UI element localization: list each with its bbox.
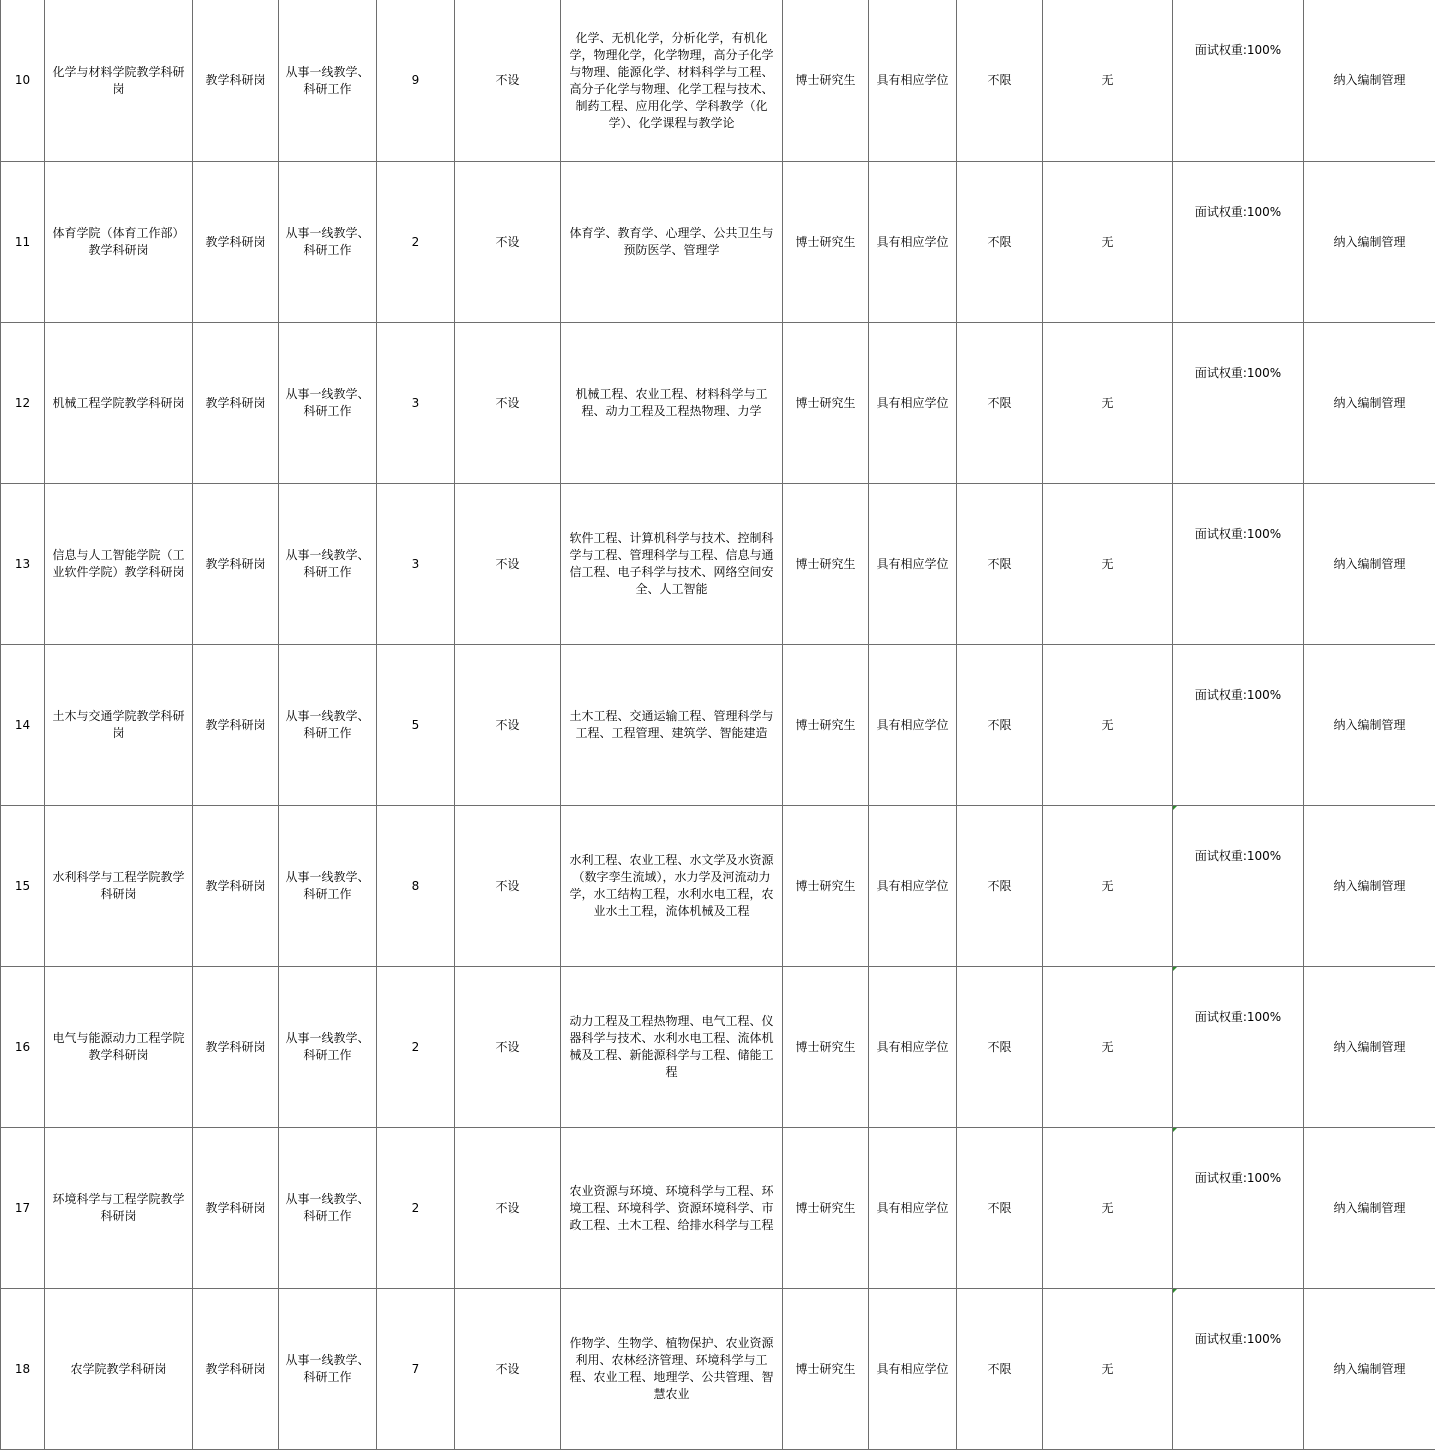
major-requirement: 水利工程、农业工程、水文学及水资源（数字孪生流域），水力学及河流动力学，水工结构工程，水利水电工程，农业水土工程，流体机械及工程: [569, 853, 773, 918]
hiring-count-cell: [377, 1128, 455, 1289]
position-name: 机械工程学院教学科研岗: [52, 396, 184, 410]
position-name-cell: [45, 323, 193, 484]
education-requirement-cell: [783, 323, 869, 484]
extra-field: 不设: [495, 879, 519, 893]
extra-field: 不设: [495, 73, 519, 87]
position-type-cell: [193, 0, 279, 162]
age-requirement: 不限: [987, 73, 1011, 87]
major-requirement: 土木工程、交通运输工程、管理科学与工程、工程管理、建筑学、智能建造: [569, 709, 773, 740]
job-duty-cell: [279, 0, 377, 162]
position-type-cell: [193, 1289, 279, 1450]
interview-weight-cell: [1173, 162, 1304, 323]
hiring-count-cell: [377, 323, 455, 484]
age-requirement-cell: [957, 645, 1043, 806]
position-type-cell: [193, 323, 279, 484]
extra-field-cell: [455, 162, 561, 323]
management-type: 纳入编制管理: [1333, 718, 1405, 732]
job-duty: 从事一线教学、科研工作: [285, 387, 369, 418]
position-type: 教学科研岗: [205, 1201, 265, 1215]
hiring-count-cell: [377, 0, 455, 162]
position-name: 环境科学与工程学院教学科研岗: [52, 1192, 184, 1223]
management-type: 纳入编制管理: [1333, 1201, 1405, 1215]
hiring-count: 2: [412, 1201, 420, 1215]
major-requirement-cell: [561, 1289, 783, 1450]
interview-weight-cell: [1173, 323, 1304, 484]
other-requirement-cell: [1043, 162, 1173, 323]
table-row: [1, 162, 1435, 323]
other-requirement: 无: [1101, 1040, 1113, 1054]
other-requirement-cell: [1043, 806, 1173, 967]
education-requirement: 博士研究生: [795, 879, 855, 893]
interview-weight: 面试权重:100%: [1195, 849, 1281, 863]
position-name: 体育学院（体育工作部）教学科研岗: [52, 226, 184, 257]
major-requirement: 体育学、教育学、心理学、公共卫生与预防医学、管理学: [569, 226, 773, 257]
cell-comment-marker-icon: [1173, 1289, 1177, 1293]
major-requirement: 作物学、生物学、植物保护、农业资源利用、农林经济管理、环境科学与工程、农业工程、地理学、公共管理、智慧农业: [569, 1336, 773, 1401]
management-type-cell: [1304, 1289, 1435, 1450]
extra-field: 不设: [495, 235, 519, 249]
row-number: 15: [15, 879, 30, 893]
age-requirement-cell: [957, 162, 1043, 323]
row-number-cell: [1, 323, 45, 484]
degree-requirement-cell: [869, 967, 957, 1128]
hiring-count: 7: [412, 1362, 420, 1376]
job-duty-cell: [279, 806, 377, 967]
extra-field: 不设: [495, 1040, 519, 1054]
position-name-cell: [45, 484, 193, 645]
degree-requirement: 具有相应学位: [876, 1040, 948, 1054]
hiring-count: 8: [412, 879, 420, 893]
degree-requirement-cell: [869, 484, 957, 645]
interview-weight-cell: [1173, 1289, 1304, 1450]
age-requirement-cell: [957, 1289, 1043, 1450]
row-number: 12: [15, 396, 30, 410]
position-type: 教学科研岗: [205, 73, 265, 87]
other-requirement-cell: [1043, 967, 1173, 1128]
education-requirement-cell: [783, 162, 869, 323]
position-name-cell: [45, 0, 193, 162]
age-requirement-cell: [957, 806, 1043, 967]
job-duty: 从事一线教学、科研工作: [285, 1353, 369, 1384]
degree-requirement-cell: [869, 1289, 957, 1450]
management-type: 纳入编制管理: [1333, 235, 1405, 249]
position-name-cell: [45, 806, 193, 967]
position-name: 水利科学与工程学院教学科研岗: [52, 870, 184, 901]
position-type: 教学科研岗: [205, 557, 265, 571]
age-requirement: 不限: [987, 718, 1011, 732]
age-requirement: 不限: [987, 1040, 1011, 1054]
cell-comment-marker-icon: [1173, 967, 1177, 971]
other-requirement-cell: [1043, 645, 1173, 806]
extra-field: 不设: [495, 1362, 519, 1376]
age-requirement: 不限: [987, 396, 1011, 410]
hiring-count-cell: [377, 645, 455, 806]
age-requirement-cell: [957, 484, 1043, 645]
extra-field-cell: [455, 484, 561, 645]
education-requirement-cell: [783, 0, 869, 162]
degree-requirement-cell: [869, 806, 957, 967]
education-requirement: 博士研究生: [795, 396, 855, 410]
degree-requirement-cell: [869, 0, 957, 162]
position-type: 教学科研岗: [205, 396, 265, 410]
table-row: [1, 1128, 1435, 1289]
extra-field-cell: [455, 1289, 561, 1450]
other-requirement-cell: [1043, 484, 1173, 645]
management-type: 纳入编制管理: [1333, 73, 1405, 87]
major-requirement-cell: [561, 0, 783, 162]
other-requirement-cell: [1043, 1128, 1173, 1289]
other-requirement: 无: [1101, 718, 1113, 732]
hiring-count-cell: [377, 967, 455, 1128]
other-requirement: 无: [1101, 557, 1113, 571]
table-row: [1, 323, 1435, 484]
position-name: 土木与交通学院教学科研岗: [52, 709, 184, 740]
interview-weight-cell: [1173, 1128, 1304, 1289]
row-number-cell: [1, 1289, 45, 1450]
table-row: [1, 1289, 1435, 1450]
position-type-cell: [193, 1128, 279, 1289]
interview-weight: 面试权重:100%: [1195, 1332, 1281, 1346]
management-type-cell: [1304, 484, 1435, 645]
education-requirement-cell: [783, 645, 869, 806]
degree-requirement-cell: [869, 162, 957, 323]
other-requirement-cell: [1043, 323, 1173, 484]
major-requirement-cell: [561, 967, 783, 1128]
row-number: 10: [15, 73, 30, 87]
education-requirement: 博士研究生: [795, 235, 855, 249]
interview-weight: 面试权重:100%: [1195, 205, 1281, 219]
hiring-count: 9: [412, 73, 420, 87]
management-type-cell: [1304, 967, 1435, 1128]
position-type-cell: [193, 645, 279, 806]
row-number: 11: [15, 235, 30, 249]
degree-requirement: 具有相应学位: [876, 235, 948, 249]
interview-weight: 面试权重:100%: [1195, 43, 1281, 57]
job-duty-cell: [279, 1289, 377, 1450]
other-requirement: 无: [1101, 1201, 1113, 1215]
education-requirement: 博士研究生: [795, 73, 855, 87]
management-type-cell: [1304, 162, 1435, 323]
education-requirement-cell: [783, 967, 869, 1128]
extra-field-cell: [455, 323, 561, 484]
hiring-count: 2: [412, 235, 420, 249]
interview-weight-cell: [1173, 0, 1304, 162]
row-number: 14: [15, 718, 30, 732]
age-requirement: 不限: [987, 879, 1011, 893]
job-duty: 从事一线教学、科研工作: [285, 226, 369, 257]
major-requirement: 农业资源与环境、环境科学与工程、环境工程、环境科学、资源环境科学、市政工程、土木工程、给排水科学与工程: [569, 1184, 773, 1232]
education-requirement: 博士研究生: [795, 1362, 855, 1376]
education-requirement: 博士研究生: [795, 1040, 855, 1054]
position-name-cell: [45, 967, 193, 1128]
management-type-cell: [1304, 0, 1435, 162]
degree-requirement: 具有相应学位: [876, 557, 948, 571]
position-type: 教学科研岗: [205, 718, 265, 732]
position-name: 信息与人工智能学院（工业软件学院）教学科研岗: [52, 548, 184, 579]
management-type: 纳入编制管理: [1333, 557, 1405, 571]
job-duty-cell: [279, 162, 377, 323]
extra-field: 不设: [495, 718, 519, 732]
position-name-cell: [45, 162, 193, 323]
education-requirement: 博士研究生: [795, 557, 855, 571]
job-duty-cell: [279, 323, 377, 484]
management-type: 纳入编制管理: [1333, 1040, 1405, 1054]
other-requirement: 无: [1101, 235, 1113, 249]
interview-weight-cell: [1173, 806, 1304, 967]
management-type-cell: [1304, 645, 1435, 806]
major-requirement-cell: [561, 323, 783, 484]
other-requirement: 无: [1101, 879, 1113, 893]
position-type: 教学科研岗: [205, 1362, 265, 1376]
other-requirement: 无: [1101, 1362, 1113, 1376]
interview-weight-cell: [1173, 645, 1304, 806]
job-duty: 从事一线教学、科研工作: [285, 65, 369, 96]
degree-requirement-cell: [869, 645, 957, 806]
age-requirement-cell: [957, 0, 1043, 162]
row-number-cell: [1, 967, 45, 1128]
age-requirement: 不限: [987, 1201, 1011, 1215]
job-duty: 从事一线教学、科研工作: [285, 1031, 369, 1062]
age-requirement-cell: [957, 323, 1043, 484]
job-duty: 从事一线教学、科研工作: [285, 709, 369, 740]
position-type-cell: [193, 162, 279, 323]
position-name-cell: [45, 1289, 193, 1450]
table-row: [1, 967, 1435, 1128]
job-duty-cell: [279, 645, 377, 806]
major-requirement-cell: [561, 645, 783, 806]
job-duty-cell: [279, 967, 377, 1128]
degree-requirement: 具有相应学位: [876, 396, 948, 410]
hiring-count-cell: [377, 162, 455, 323]
position-name: 电气与能源动力工程学院教学科研岗: [52, 1031, 184, 1062]
hiring-count: 3: [412, 396, 420, 410]
row-number-cell: [1, 1128, 45, 1289]
hiring-count-cell: [377, 806, 455, 967]
table-row: [1, 0, 1435, 162]
degree-requirement: 具有相应学位: [876, 1362, 948, 1376]
row-number-cell: [1, 0, 45, 162]
degree-requirement: 具有相应学位: [876, 1201, 948, 1215]
job-duty: 从事一线教学、科研工作: [285, 548, 369, 579]
row-number: 16: [15, 1040, 30, 1054]
interview-weight: 面试权重:100%: [1195, 366, 1281, 380]
major-requirement-cell: [561, 484, 783, 645]
education-requirement: 博士研究生: [795, 718, 855, 732]
table-row: [1, 484, 1435, 645]
other-requirement: 无: [1101, 396, 1113, 410]
education-requirement: 博士研究生: [795, 1201, 855, 1215]
hiring-count-cell: [377, 1289, 455, 1450]
row-number-cell: [1, 162, 45, 323]
interview-weight: 面试权重:100%: [1195, 688, 1281, 702]
major-requirement: 化学、无机化学，分析化学，有机化学，物理化学，化学物理，高分子化学与物理、能源化学、材料科学与工程、高分子化学与物理、化学工程与技术、制药工程、应用化学、学科教学（化学）、化学课程与教学论: [569, 31, 773, 130]
education-requirement-cell: [783, 484, 869, 645]
degree-requirement-cell: [869, 1128, 957, 1289]
other-requirement-cell: [1043, 0, 1173, 162]
row-number-cell: [1, 484, 45, 645]
hiring-count: 2: [412, 1040, 420, 1054]
major-requirement: 软件工程、计算机科学与技术、控制科学与工程、管理科学与工程、信息与通信工程、电子科学与技术、网络空间安全、人工智能: [569, 531, 773, 596]
degree-requirement: 具有相应学位: [876, 718, 948, 732]
job-duty: 从事一线教学、科研工作: [285, 1192, 369, 1223]
major-requirement-cell: [561, 162, 783, 323]
extra-field: 不设: [495, 1201, 519, 1215]
other-requirement: 无: [1101, 73, 1113, 87]
row-number: 18: [15, 1362, 30, 1376]
row-number-cell: [1, 806, 45, 967]
extra-field: 不设: [495, 396, 519, 410]
hiring-count: 5: [412, 718, 420, 732]
extra-field-cell: [455, 1128, 561, 1289]
major-requirement: 动力工程及工程热物理、电气工程、仪器科学与技术、水利水电工程、流体机械及工程、新能源科学与工程、储能工程: [569, 1014, 773, 1079]
position-type-cell: [193, 484, 279, 645]
job-duty-cell: [279, 1128, 377, 1289]
other-requirement-cell: [1043, 1289, 1173, 1450]
position-type-cell: [193, 806, 279, 967]
management-type-cell: [1304, 806, 1435, 967]
position-name: 化学与材料学院教学科研岗: [52, 65, 184, 96]
management-type: 纳入编制管理: [1333, 879, 1405, 893]
row-number: 17: [15, 1201, 30, 1215]
degree-requirement: 具有相应学位: [876, 879, 948, 893]
job-duty: 从事一线教学、科研工作: [285, 870, 369, 901]
extra-field-cell: [455, 645, 561, 806]
management-type-cell: [1304, 1128, 1435, 1289]
management-type: 纳入编制管理: [1333, 1362, 1405, 1376]
education-requirement-cell: [783, 1128, 869, 1289]
interview-weight: 面试权重:100%: [1195, 527, 1281, 541]
major-requirement-cell: [561, 806, 783, 967]
management-type: 纳入编制管理: [1333, 396, 1405, 410]
extra-field: 不设: [495, 557, 519, 571]
position-type: 教学科研岗: [205, 235, 265, 249]
job-duty-cell: [279, 484, 377, 645]
age-requirement: 不限: [987, 557, 1011, 571]
hiring-count: 3: [412, 557, 420, 571]
position-name-cell: [45, 1128, 193, 1289]
degree-requirement-cell: [869, 323, 957, 484]
age-requirement: 不限: [987, 235, 1011, 249]
table-row: [1, 806, 1435, 967]
position-name-cell: [45, 645, 193, 806]
interview-weight: 面试权重:100%: [1195, 1171, 1281, 1185]
extra-field-cell: [455, 967, 561, 1128]
age-requirement-cell: [957, 1128, 1043, 1289]
position-type-cell: [193, 967, 279, 1128]
position-type: 教学科研岗: [205, 1040, 265, 1054]
extra-field-cell: [455, 0, 561, 162]
hiring-count-cell: [377, 484, 455, 645]
major-requirement-cell: [561, 1128, 783, 1289]
cell-comment-marker-icon: [1173, 1128, 1177, 1132]
table-row: [1, 645, 1435, 806]
row-number: 13: [15, 557, 30, 571]
interview-weight-cell: [1173, 484, 1304, 645]
management-type-cell: [1304, 323, 1435, 484]
extra-field-cell: [455, 806, 561, 967]
age-requirement-cell: [957, 967, 1043, 1128]
interview-weight-cell: [1173, 967, 1304, 1128]
education-requirement-cell: [783, 1289, 869, 1450]
position-name: 农学院教学科研岗: [70, 1362, 166, 1376]
degree-requirement: 具有相应学位: [876, 73, 948, 87]
row-number-cell: [1, 645, 45, 806]
interview-weight: 面试权重:100%: [1195, 1010, 1281, 1024]
position-type: 教学科研岗: [205, 879, 265, 893]
major-requirement: 机械工程、农业工程、材料科学与工程、动力工程及工程热物理、力学: [575, 387, 767, 418]
education-requirement-cell: [783, 806, 869, 967]
cell-comment-marker-icon: [1173, 806, 1177, 810]
age-requirement: 不限: [987, 1362, 1011, 1376]
